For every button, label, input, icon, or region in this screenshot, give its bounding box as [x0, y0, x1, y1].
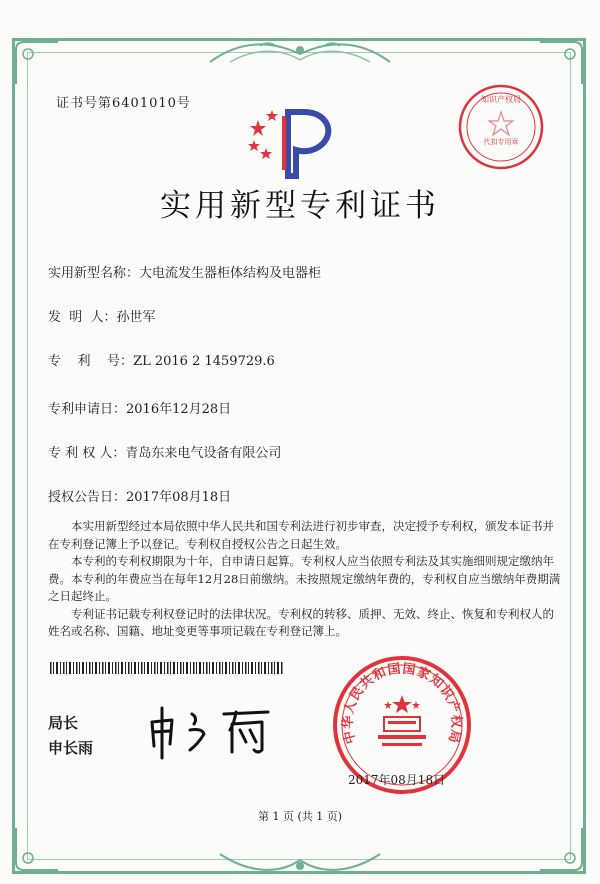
field-filing-date — [48, 398, 231, 417]
director-name: 申长雨 — [48, 739, 94, 757]
field-label: 专 利 号： — [48, 354, 134, 369]
corner-ornament-br — [538, 826, 584, 872]
body-paragraph-2: 本专利的专利权期限为十年，自申请日起算。专利权人应当依照专利法及其实施细则规定缴纳年费。本专利的年费应当在每年12月28日前缴纳。未按照规定缴纳年费的，专利权自应当缴纳年费期满之日起终止。 — [48, 554, 561, 603]
small-seal-inner-text: 代扣专用章 — [483, 138, 519, 146]
certificate-body — [48, 518, 564, 641]
field-value: 2016年12月28日 — [126, 402, 232, 417]
issue-date: 2017年08月18日 — [348, 773, 446, 787]
bottom-ornament — [215, 850, 385, 874]
field-inventor — [48, 306, 156, 325]
corner-ornament-tr — [538, 40, 584, 86]
corner-ornament-tl — [14, 40, 60, 86]
barcode-icon — [50, 662, 284, 674]
field-utility-model-name — [48, 262, 321, 281]
field-grant-date — [48, 486, 231, 505]
field-value: 2017年08月18日 — [126, 490, 232, 505]
field-value: 青岛东来电气设备有限公司 — [125, 446, 282, 461]
body-paragraph-3: 专利证书记载专利权登记时的法律状况。专利权的转移、质押、无效、终止、恢复和专利权人的姓名或名称、国籍、地址变更等事项记载在专利登记簿上。 — [48, 606, 554, 638]
field-label: 专 利 权 人： — [48, 446, 126, 461]
handwritten-signature-icon — [140, 700, 290, 760]
field-value: ZL 2016 2 1459729.6 — [133, 354, 275, 369]
page-number: 第 1 页 (共 1 页) — [257, 810, 343, 823]
field-value: 大电流发生器柜体结构及电器柜 — [139, 266, 322, 281]
corner-ornament-bl — [14, 826, 60, 872]
certificate-number: 证书号第6401010号 — [56, 96, 191, 111]
patent-office-logo-icon — [244, 100, 348, 180]
field-value: 孙世军 — [116, 310, 156, 325]
field-label: 授权公告日： — [48, 490, 127, 505]
small-seal-text: 知识产权局 — [481, 95, 521, 104]
certificate-title: 实用新型专利证书 — [160, 188, 440, 224]
field-label: 实用新型名称： — [48, 266, 140, 281]
big-seal-text: 中华人民共和国国家知识产权局 — [340, 661, 464, 746]
field-patentee — [48, 442, 281, 461]
field-label: 专利申请日： — [48, 402, 127, 417]
field-label: 发 明 人： — [48, 310, 117, 325]
small-red-seal-icon — [456, 82, 546, 172]
top-ornament — [200, 40, 400, 66]
body-paragraph-1: 本实用新型经过本局依照中华人民共和国专利法进行初步审查，决定授予专利权，颁发本证书并在专利登记簿上予以登记。专利权自授权公告之日起生效。 — [48, 519, 554, 551]
field-patent-number — [48, 350, 275, 369]
director-title: 局长 — [48, 714, 79, 732]
